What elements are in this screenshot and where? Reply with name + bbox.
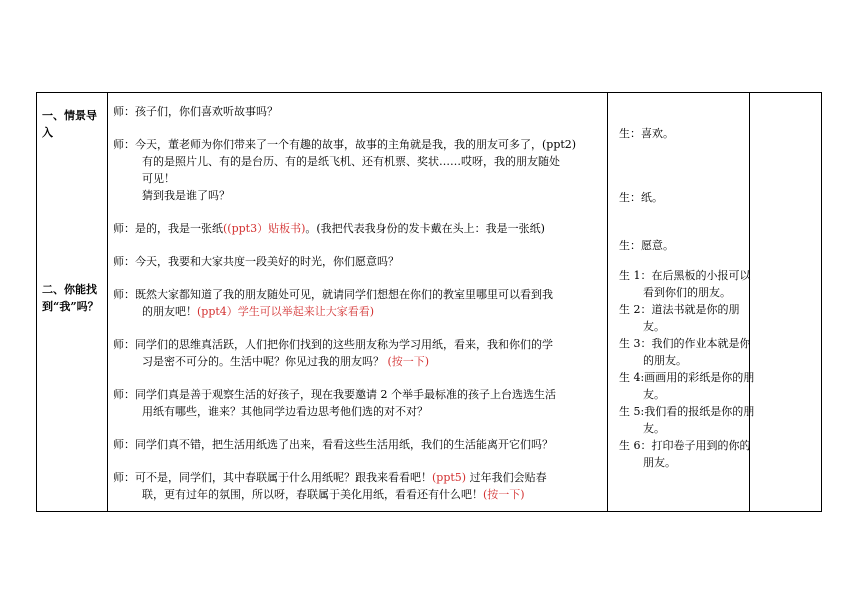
lesson-plan-table — [36, 92, 822, 512]
paragraph-line — [113, 303, 607, 320]
paragraph-line — [113, 103, 607, 120]
student-answer — [619, 237, 757, 254]
dialogue-text: 师：同学们真不错，把生活用纸选了出来，看看这些生活用纸，我们的生活能离开它们吗？ — [113, 438, 553, 451]
paragraph-line — [113, 253, 607, 270]
student-answer-line: 生 1：在后黑板的小报可以看到你们的朋友。 — [619, 269, 751, 299]
dialogue-text: 师：是的，我是一张纸 — [113, 222, 223, 235]
student-answer-line: 生：喜欢。 — [619, 127, 674, 140]
dialogue-text: 用纸有哪些，谁来？其他同学边看边思考他们选的对不对？ — [142, 405, 428, 418]
teacher-paragraph — [113, 103, 607, 120]
paragraph-line — [113, 353, 607, 370]
student-answer-line: 生 3：我们的作业本就是你的朋友。 — [619, 337, 751, 367]
teacher-paragraph — [113, 286, 607, 320]
teacher-note: ((ppt3）贴板书) — [223, 222, 306, 235]
dialogue-text: 师：今天，董老师为你们带来了一个有趣的故事，故事的主角就是我，我的朋友可多了，(ppt2) — [113, 138, 577, 151]
dialogue-text: 联，更有过年的氛围，所以呀，春联属于美化用纸，看看还有什么吧！ — [142, 488, 483, 501]
dialogue-text: 师：同学们的思维真活跃，人们把你们找到的这些朋友称为学习用纸，看来，我和你们的学 — [113, 338, 553, 351]
teacher-note: (按一下) — [483, 488, 525, 501]
dialogue-text: 师：今天，我要和大家共度一段美好的时光，你们愿意吗？ — [113, 255, 399, 268]
teacher-paragraph — [113, 336, 607, 370]
paragraph-line — [113, 436, 607, 453]
teacher-paragraph — [113, 469, 607, 503]
dialogue-text: 的朋友吧！ — [142, 305, 197, 318]
teacher-paragraph — [113, 136, 607, 204]
paragraph-line — [113, 286, 607, 303]
student-answer-list — [619, 267, 757, 471]
dialogue-text: 。(我把代表我身份的发卡戴在头上：我是一张纸) — [305, 222, 545, 235]
dialogue-text: 师：同学们真是善于观察生活的好孩子，现在我要邀请 2 个举手最标准的孩子上台选选生活 — [113, 388, 556, 401]
teacher-note: (按一下) — [387, 355, 430, 368]
dialogue-text: 过年我们会贴春 — [466, 471, 547, 484]
paragraph-line — [113, 136, 607, 153]
dialogue-text: 师：孩子们，你们喜欢听故事吗？ — [113, 105, 278, 118]
section-heading-find-me: 二、你能找 到“我”吗？ — [42, 283, 99, 313]
dialogue-text: 师：既然大家都知道了我的朋友随处可见，就请同学们想想在你们的教室里哪里可以看到我 — [113, 288, 553, 301]
dialogue-text: 可见！ — [142, 172, 175, 185]
student-answer-line: 生 5:我们看的报纸是你的朋友。 — [619, 405, 755, 435]
column-divider — [607, 93, 608, 511]
teacher-paragraph — [113, 386, 607, 420]
dialogue-text: 猜到我是谁了吗？ — [142, 189, 230, 202]
paragraph-line — [113, 386, 607, 403]
teacher-paragraph — [113, 220, 607, 237]
student-answer-line: 生 4:画画用的彩纸是你的朋友。 — [619, 371, 755, 401]
paragraph-line — [113, 336, 607, 353]
student-answer-line: 生 6：打印卷子用到的你的朋友。 — [619, 439, 751, 469]
paragraph-line — [113, 153, 607, 170]
student-answer — [619, 125, 757, 142]
column-divider — [107, 93, 108, 511]
paragraph-line — [113, 403, 607, 420]
dialogue-text: 师：可不是，同学们，其中春联属于什么用纸呢？跟我来看看吧！ — [113, 471, 432, 484]
student-answer-line: 生：纸。 — [619, 191, 663, 204]
paragraph-line — [113, 187, 607, 204]
teacher-note: (ppt4）学生可以举起来让大家看看) — [197, 305, 375, 318]
section-heading-intro: 一、情景导 入 — [42, 109, 97, 139]
teacher-note: (ppt5) — [432, 471, 467, 484]
student-answer-line: 生 2：道法书就是你的朋友。 — [619, 303, 740, 333]
teacher-paragraph — [113, 253, 607, 270]
student-answer — [619, 189, 757, 206]
paragraph-line — [113, 486, 607, 503]
paragraph-line — [113, 170, 607, 187]
student-answer-line: 生：愿意。 — [619, 239, 674, 252]
paragraph-line — [113, 220, 607, 237]
dialogue-text: 习是密不可分的。生活中呢？你见过我的朋友吗？ — [142, 355, 388, 368]
dialogue-text: 有的是照片儿、有的是台历、有的是纸飞机、还有机票、奖状……哎呀，我的朋友随处 — [142, 155, 560, 168]
teacher-paragraph — [113, 436, 607, 453]
paragraph-line — [113, 469, 607, 486]
teacher-dialogue-column — [113, 103, 607, 519]
